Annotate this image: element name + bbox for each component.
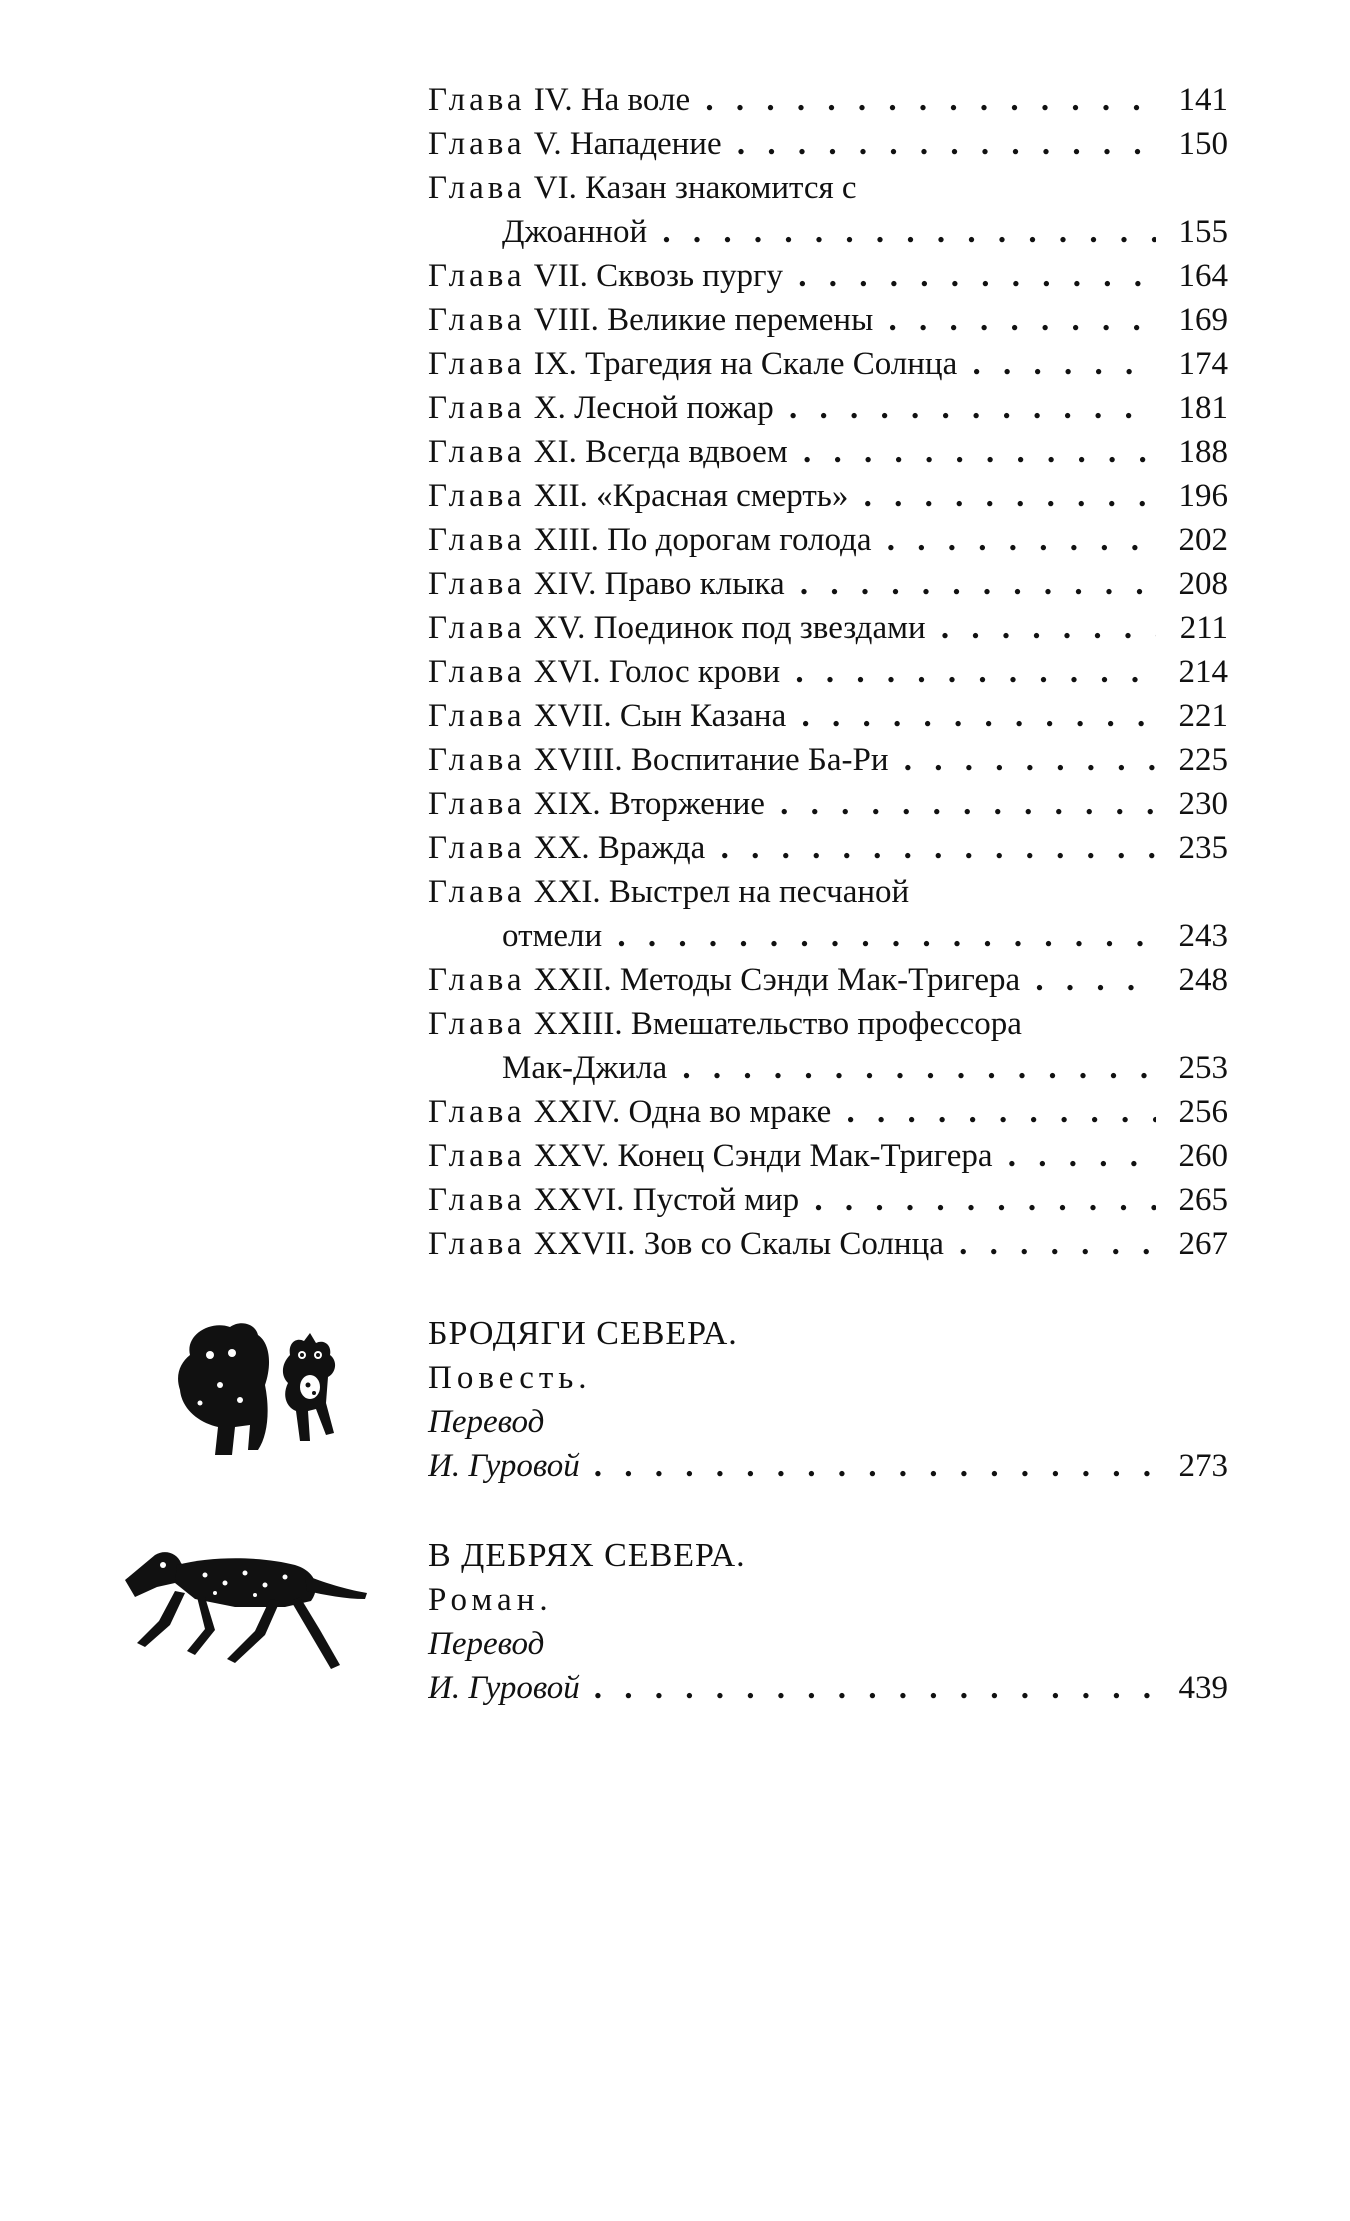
page-number: 273 [1178, 1448, 1228, 1484]
chapter-title: XII. «Красная смерть» [533, 478, 849, 514]
page-number: 265 [1178, 1182, 1228, 1218]
page-number: 202 [1178, 522, 1228, 558]
chapter-title: IV. На воле [533, 82, 691, 118]
chapter-line [428, 1002, 1228, 1046]
page-number: 141 [1178, 82, 1228, 118]
chapter-line [428, 254, 1156, 298]
chapter-label: Глава [428, 654, 526, 690]
toc-entry [428, 1222, 1228, 1266]
toc-entry [428, 430, 1228, 474]
chapter-title: XXV. Конец Сэнди Мак-Тригера [533, 1138, 993, 1174]
translator-name: И. Гуровой . . . [428, 1666, 1156, 1710]
chapter-title: IX. Трагедия на Скале Солнца [533, 346, 958, 382]
chapter-line [428, 650, 1156, 694]
toc-entry [428, 1090, 1228, 1134]
chapter-line [428, 1178, 1156, 1222]
chapter-label: Глава [428, 522, 526, 558]
translation-label: Перевод [428, 1626, 545, 1662]
chapter-line [428, 694, 1156, 738]
chapter-label: Глава [428, 610, 526, 646]
running-dog-illustration [115, 1535, 370, 1680]
page-number: 208 [1178, 566, 1228, 602]
chapter-line [428, 342, 1156, 386]
toc-entry [428, 298, 1228, 342]
chapter-label: Глава [428, 390, 526, 426]
toc-entry [428, 562, 1228, 606]
chapter-line [428, 562, 1156, 606]
toc-entry [428, 78, 1228, 122]
chapter-label: Глава [428, 434, 526, 470]
section-genre: Повесть. [428, 1360, 592, 1396]
chapter-title: XVIII. Воспитание Ба-Ри [533, 742, 889, 778]
toc-entry [428, 958, 1228, 1002]
page-number: 164 [1178, 258, 1228, 294]
chapter-line [428, 782, 1156, 826]
toc-entry [428, 1002, 1228, 1046]
chapter-line [428, 298, 1156, 342]
chapter-title: VI. Казан знакомится с [533, 170, 857, 206]
toc-entry-continuation [428, 914, 1228, 958]
chapter-label: Глава [428, 1138, 526, 1174]
chapter-label: Глава [428, 258, 526, 294]
chapter-label: Глава [428, 830, 526, 866]
chapter-label: Глава [428, 170, 526, 206]
toc-entry [428, 650, 1228, 694]
page-number: 230 [1178, 786, 1228, 822]
page-number: 253 [1178, 1050, 1228, 1086]
chapter-label: Глава [428, 346, 526, 382]
chapter-label: Глава [428, 962, 526, 998]
toc-entry [428, 606, 1228, 650]
chapter-title-continuation: отмели . . . [502, 914, 1156, 958]
chapter-title: XX. Вражда [533, 830, 706, 866]
section-genre: Роман. [428, 1582, 553, 1618]
chapter-title-continuation: Джоанной . . . [502, 210, 1156, 254]
page-number: 235 [1178, 830, 1228, 866]
chapter-title: XXII. Методы Сэнди Мак-Тригера [533, 962, 1021, 998]
bear-and-puppy-illustration [170, 1315, 380, 1465]
chapter-label: Глава [428, 1006, 526, 1042]
chapter-title: X. Лесной пожар [533, 390, 774, 426]
page-number: 260 [1178, 1138, 1228, 1174]
page-number: 248 [1178, 962, 1228, 998]
toc-entry [428, 342, 1228, 386]
page-number: 211 [1179, 610, 1228, 646]
page-number: 188 [1178, 434, 1228, 470]
chapter-label: Глава [428, 302, 526, 338]
table-of-contents [428, 78, 1228, 1710]
section-title: В ДЕБРЯХ СЕВЕРА. [428, 1537, 746, 1574]
section-title: БРОДЯГИ СЕВЕРА. [428, 1315, 738, 1352]
chapter-label: Глава [428, 1182, 526, 1218]
chapter-line [428, 738, 1156, 782]
translator-name: И. Гуровой . . . [428, 1444, 1156, 1488]
chapter-label: Глава [428, 82, 526, 118]
chapter-title: XIV. Право клыка [533, 566, 785, 602]
chapter-line [428, 1222, 1156, 1266]
page-number: 150 [1178, 126, 1228, 162]
chapter-title: V. Нападение [533, 126, 722, 162]
chapter-line [428, 166, 1228, 210]
translation-label: Перевод [428, 1404, 545, 1440]
page-number: 155 [1178, 214, 1228, 250]
chapter-line [428, 606, 1156, 650]
page-number: 174 [1178, 346, 1228, 382]
chapter-line [428, 958, 1156, 1002]
chapter-line [428, 1134, 1156, 1178]
section-debri [428, 1534, 1228, 1710]
page-number: 214 [1178, 654, 1228, 690]
chapter-line [428, 518, 1156, 562]
chapter-title: XXIII. Вмешательство профессора [533, 1006, 1022, 1042]
chapter-label: Глава [428, 742, 526, 778]
page-number: 169 [1178, 302, 1228, 338]
toc-entry [428, 694, 1228, 738]
chapter-line [428, 474, 1156, 518]
chapter-title: XXVII. Зов со Скалы Солнца [533, 1226, 944, 1262]
chapter-line [428, 826, 1156, 870]
chapter-title: XIX. Вторжение [533, 786, 765, 822]
chapter-label: Глава [428, 1226, 526, 1262]
section-brodyagi [428, 1312, 1228, 1488]
toc-entry [428, 738, 1228, 782]
toc-entry [428, 826, 1228, 870]
toc-entry [428, 870, 1228, 914]
chapter-title-continuation: Мак-Джила . . . [502, 1046, 1156, 1090]
toc-entry [428, 1134, 1228, 1178]
page-number: 221 [1178, 698, 1228, 734]
toc-entry [428, 518, 1228, 562]
chapter-list [428, 78, 1228, 1266]
toc-entry [428, 474, 1228, 518]
chapter-label: Глава [428, 478, 526, 514]
chapter-line [428, 122, 1156, 166]
chapter-title: XI. Всегда вдвоем [533, 434, 788, 470]
chapter-title: XVI. Голос крови [533, 654, 781, 690]
toc-entry [428, 782, 1228, 826]
chapter-line [428, 386, 1156, 430]
toc-entry [428, 1178, 1228, 1222]
chapter-label: Глава [428, 126, 526, 162]
chapter-line [428, 870, 1228, 914]
page-number: 196 [1178, 478, 1228, 514]
chapter-title: XXVI. Пустой мир [533, 1182, 800, 1218]
chapter-line [428, 430, 1156, 474]
toc-entry [428, 122, 1228, 166]
toc-entry-continuation [428, 1046, 1228, 1090]
page-number: 439 [1178, 1670, 1228, 1706]
toc-entry [428, 254, 1228, 298]
toc-entry [428, 166, 1228, 210]
chapter-title: VII. Сквозь пургу [533, 258, 784, 294]
chapter-title: XXI. Выстрел на песчаной [533, 874, 910, 910]
chapter-label: Глава [428, 874, 526, 910]
page-number: 225 [1178, 742, 1228, 778]
chapter-line [428, 1090, 1156, 1134]
toc-entry [428, 386, 1228, 430]
page-number: 181 [1178, 390, 1228, 426]
chapter-title: XV. Поединок под звездами [533, 610, 926, 646]
toc-entry-continuation [428, 210, 1228, 254]
chapter-title: VIII. Великие перемены [533, 302, 874, 338]
page-number: 243 [1178, 918, 1228, 954]
chapter-label: Глава [428, 566, 526, 602]
chapter-line [428, 78, 1156, 122]
chapter-label: Глава [428, 1094, 526, 1130]
chapter-title: XVII. Сын Казана [533, 698, 787, 734]
chapter-title: XIII. По дорогам голода [533, 522, 872, 558]
chapter-label: Глава [428, 698, 526, 734]
page-number: 267 [1178, 1226, 1228, 1262]
chapter-label: Глава [428, 786, 526, 822]
chapter-title: XXIV. Одна во мраке [533, 1094, 832, 1130]
page-number: 256 [1178, 1094, 1228, 1130]
